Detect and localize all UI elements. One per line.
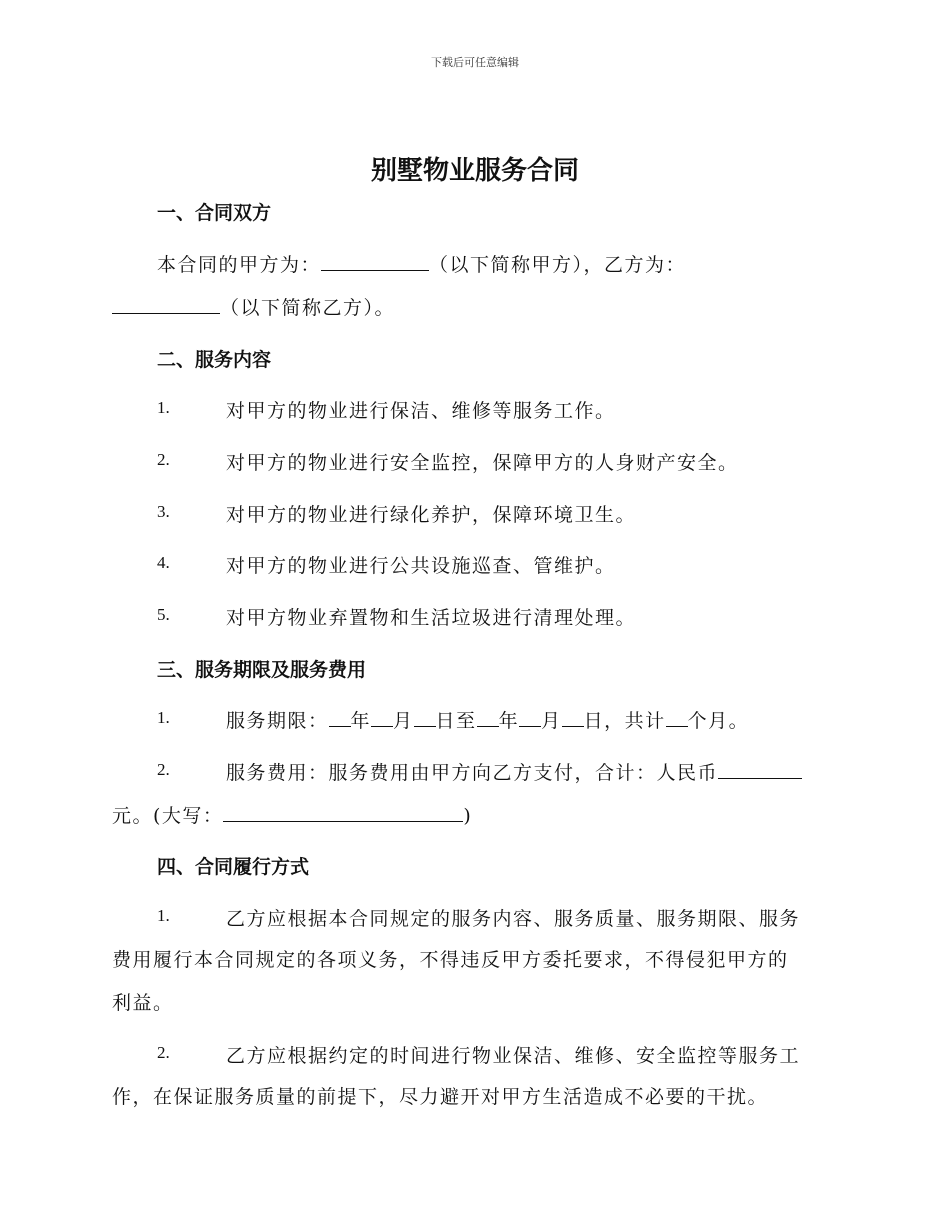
- start-month-blank: [371, 708, 393, 727]
- term-item-number: 1.: [157, 708, 170, 727]
- performance-item-text: 费用履行本合同规定的各项义务，不得违反甲方委托要求，不得侵犯甲方的: [112, 949, 789, 971]
- service-item-text: 对甲方的物业进行安全监控，保障甲方的人身财产安全。: [226, 452, 739, 474]
- month-label: 月: [393, 710, 414, 732]
- service-item-number: 3.: [157, 502, 170, 521]
- performance-item-text: 乙方应根据本合同规定的服务内容、服务质量、服务期限、服务: [226, 908, 801, 930]
- day-total-label: 日，共计: [583, 710, 666, 732]
- fee-capital-label: 元。(大写：: [112, 805, 224, 827]
- end-day-blank: [562, 708, 584, 727]
- party-b-blank: [112, 295, 220, 314]
- month-label: 月: [541, 710, 562, 732]
- fee-line-1: [226, 758, 802, 785]
- performance-item-number: 2.: [157, 1043, 170, 1062]
- parties-line-1: [157, 250, 686, 277]
- fee-text: 服务费用：服务费用由甲方向乙方支付，合计：人民币: [226, 762, 719, 784]
- fee-line-2: [112, 801, 472, 828]
- fee-capital-blank: [223, 803, 463, 822]
- section-heading-performance: 四、合同履行方式: [157, 856, 310, 878]
- party-b-suffix: （以下简称乙方）。: [220, 297, 396, 319]
- service-item-text: 对甲方的物业进行绿化养护，保障环境卫生。: [226, 504, 637, 526]
- parties-line-2: [112, 293, 395, 320]
- term-prefix: 服务期限：: [226, 710, 329, 732]
- performance-item-number: 1.: [157, 906, 170, 925]
- start-year-blank: [329, 708, 351, 727]
- service-item-text: 对甲方物业弃置物和生活垃圾进行清理处理。: [226, 607, 637, 629]
- section-heading-services: 二、服务内容: [157, 349, 272, 371]
- fee-amount-blank: [718, 760, 802, 779]
- service-item-text: 对甲方的物业进行保洁、维修等服务工作。: [226, 400, 616, 422]
- party-a-label: 本合同的甲方为：: [157, 254, 322, 276]
- service-item-number: 1.: [157, 398, 170, 417]
- service-item-number: 4.: [157, 553, 170, 572]
- section-heading-term-fees: 三、服务期限及服务费用: [157, 659, 367, 681]
- performance-item-text: 乙方应根据约定的时间进行物业保洁、维修、安全监控等服务工: [226, 1045, 801, 1067]
- section-heading-parties: 一、合同双方: [157, 202, 272, 224]
- year-label: 年: [498, 710, 520, 732]
- fee-item-number: 2.: [157, 760, 170, 779]
- end-year-blank: [477, 708, 499, 727]
- page-header: 下载后可任意编辑: [431, 56, 519, 69]
- party-a-blank: [321, 252, 429, 271]
- term-line: [226, 706, 749, 733]
- service-item-number: 5.: [157, 605, 170, 624]
- party-b-label: （以下简称甲方），乙方为：: [429, 254, 687, 276]
- day-to-label: 日至: [435, 710, 477, 732]
- performance-item-text: 作，在保证服务质量的前提下，尽力避开对甲方生活造成不必要的干扰。: [112, 1086, 769, 1108]
- end-month-blank: [519, 708, 541, 727]
- year-label: 年: [350, 710, 372, 732]
- months-blank: [666, 708, 688, 727]
- start-day-blank: [414, 708, 436, 727]
- fee-close-paren: ): [463, 805, 473, 827]
- service-item-number: 2.: [157, 450, 170, 469]
- performance-item-text: 利益。: [112, 992, 174, 1014]
- document-title: 别墅物业服务合同: [370, 156, 579, 186]
- months-label: 个月。: [687, 710, 750, 732]
- service-item-text: 对甲方的物业进行公共设施巡查、管维护。: [226, 555, 616, 577]
